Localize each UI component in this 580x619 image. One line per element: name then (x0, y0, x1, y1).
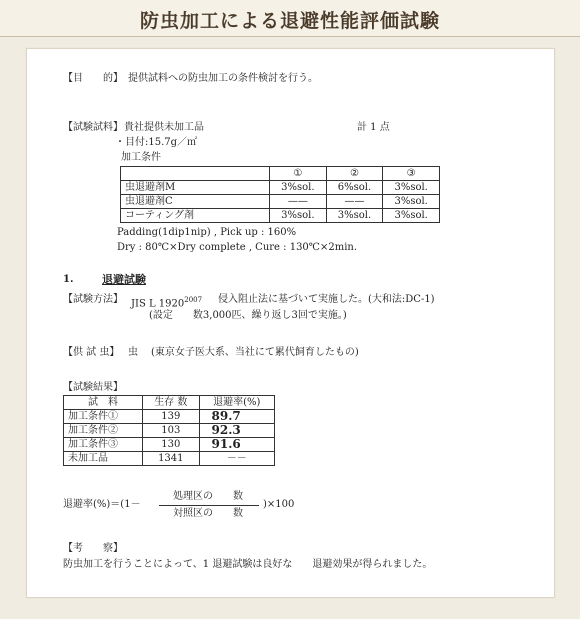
sample-weight: ・目付:15.7g／㎡ (115, 137, 198, 148)
method-setting: (設定 数3,000匹、繰り返し3回で実施。) (149, 310, 347, 321)
table-row (121, 195, 440, 209)
insect-name: 虫 (128, 347, 138, 358)
table-header-cell: 退避率(%) (199, 396, 274, 410)
table-cell: 虫退避剤M (121, 181, 270, 195)
insect-label: 【供 試 虫】 (63, 347, 120, 358)
formula-numerator: 処理区の 数 (173, 491, 243, 502)
table-row (121, 209, 440, 223)
table-header-cell: 生存 数 (143, 396, 200, 410)
purpose-text: 提供試料への防虫加工の条件検討を行う。 (128, 73, 318, 84)
table-cell: 1341 (143, 452, 200, 466)
table-cell: 虫退避剤C (121, 195, 270, 209)
table-row (64, 410, 275, 424)
table-cell: 3%sol. (383, 209, 440, 223)
sample-name: 貴社提供未加工品 (124, 122, 204, 133)
table-row (64, 438, 275, 452)
table-header-cell: 試 料 (64, 396, 143, 410)
table-cell: 3%sol. (270, 209, 327, 223)
formula-denominator: 対照区の 数 (173, 508, 243, 519)
method-text: 侵入阻止法に基づいて実施した。(大和法:DC-1) (218, 294, 435, 305)
fraction-bar (159, 505, 259, 506)
table-cell: 3%sol. (383, 181, 440, 195)
table-cell: 加工条件① (64, 410, 143, 424)
insect-note: (東京女子医大系、当社にて累代飼育したもの) (151, 347, 359, 358)
discussion-text: 防虫加工を行うことによって、1 退避試験は良好な 退避効果が得られました。 (63, 559, 433, 570)
table-cell: コーティング剤 (121, 209, 270, 223)
table-cell: 103 (143, 424, 200, 438)
method-standard (131, 294, 202, 310)
table-header-cell: ② (326, 167, 383, 181)
padding-condition: Padding(1dip1nip) , Pick up : 160% (117, 227, 297, 238)
table-cell: —— (270, 195, 327, 209)
table-cell: 89.7 (199, 410, 274, 424)
sample-label: 【試験試料】 (63, 122, 123, 133)
dry-condition: Dry : 80℃×Dry complete , Cure : 130℃×2min. (117, 242, 358, 253)
table-cell: 91.6 (199, 438, 274, 452)
condition-header-row (121, 167, 440, 181)
table-cell: 加工条件③ (64, 438, 143, 452)
condition-title: 加工条件 (121, 152, 161, 163)
table-cell: 6%sol. (326, 181, 383, 195)
table-cell: 139 (143, 410, 200, 424)
title-bar (0, 0, 580, 37)
table-header-cell (121, 167, 270, 181)
method-label: 【試験方法】 (63, 294, 123, 305)
method-standard-code: JIS L 1920 (131, 298, 185, 310)
method-standard-year: 2007 (184, 296, 203, 304)
table-cell: －－ (199, 452, 274, 466)
table-header-cell: ① (270, 167, 327, 181)
table-cell: 未加工品 (64, 452, 143, 466)
purpose-label: 【目 的】 (63, 73, 123, 84)
table-cell: —— (326, 195, 383, 209)
formula-rhs: )×100 (263, 499, 295, 510)
table-cell: 92.3 (199, 424, 274, 438)
section-number: 1. (63, 274, 74, 285)
results-table (63, 395, 275, 466)
table-cell: 130 (143, 438, 200, 452)
formula-lhs: 退避率(%)＝(1－ (63, 499, 141, 510)
table-cell: 加工条件② (64, 424, 143, 438)
section-title: 退避試験 (102, 273, 146, 286)
page-title: 防虫加工による退避性能評価試験 (139, 10, 440, 32)
sample-count: 計 1 点 (357, 122, 390, 133)
document-page (26, 48, 555, 598)
table-cell: 3%sol. (326, 209, 383, 223)
condition-table (120, 166, 440, 223)
table-row (64, 424, 275, 438)
table-cell: 3%sol. (270, 181, 327, 195)
discussion-label: 【考 察】 (63, 543, 123, 554)
table-header-cell: ③ (383, 167, 440, 181)
results-label: 【試験結果】 (63, 382, 123, 393)
results-header-row (64, 396, 275, 410)
table-row (121, 181, 440, 195)
table-cell: 3%sol. (383, 195, 440, 209)
table-row (64, 452, 275, 466)
